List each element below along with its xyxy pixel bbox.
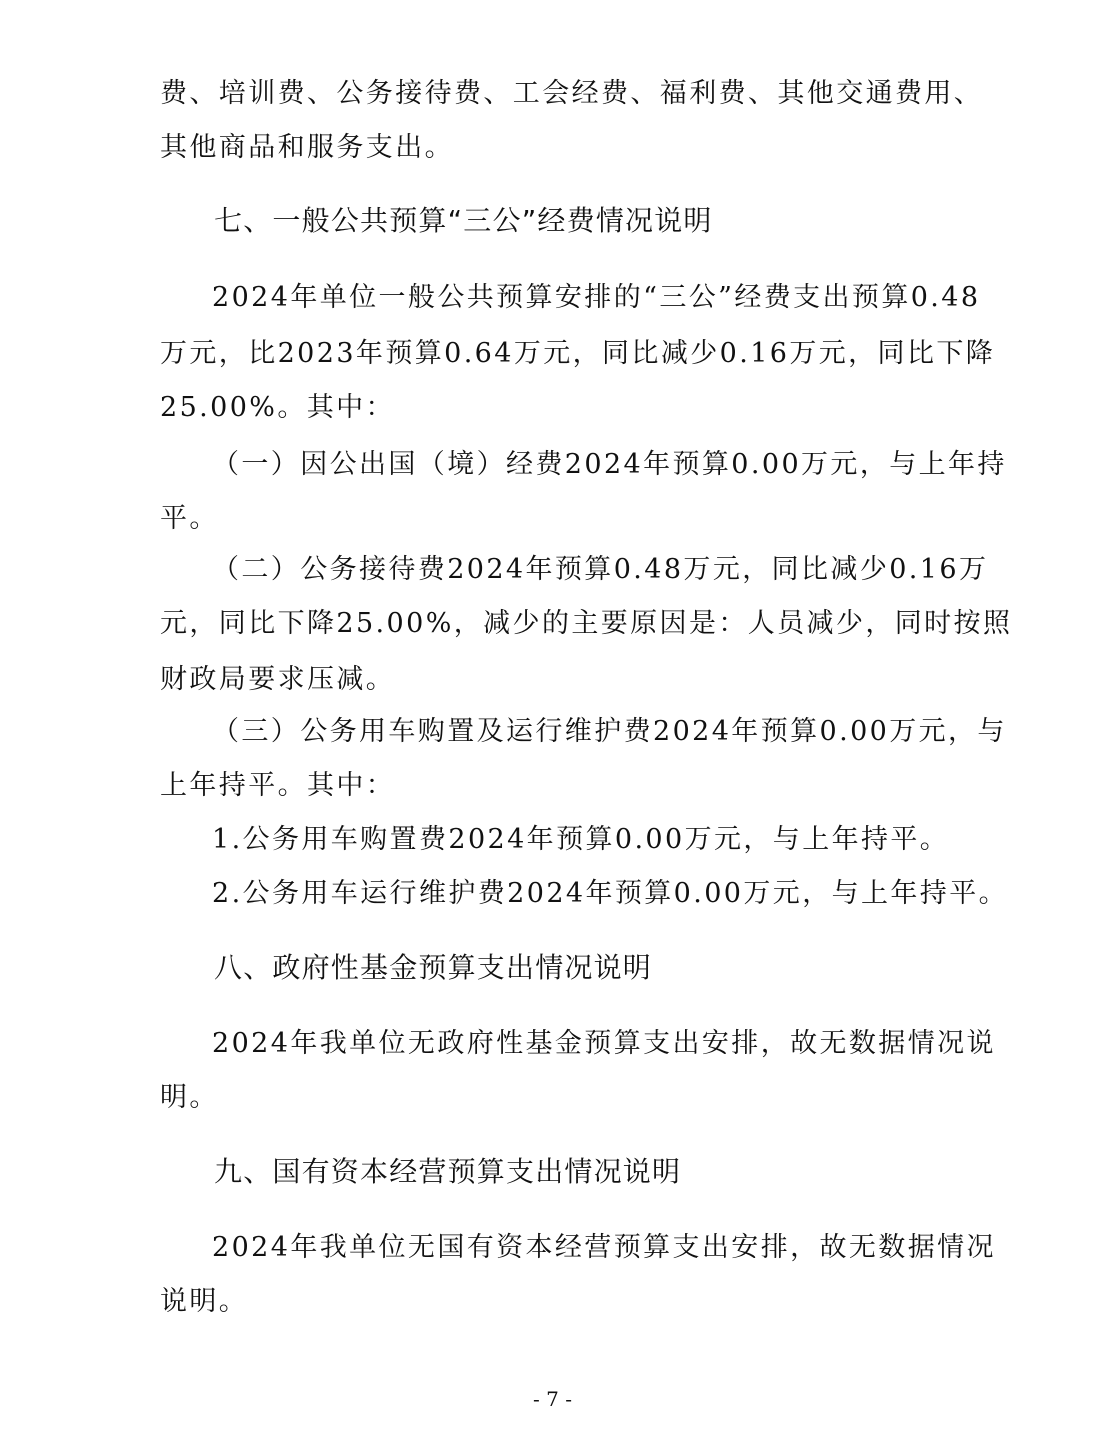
section-heading-9: 九、国有资本经营预算支出情况说明	[214, 1155, 682, 1188]
paragraph-line-11: （三）公务用车购置及运行维护费2024年预算0.00万元，与	[212, 716, 1007, 747]
paragraph-line-3: 2024年单位一般公共预算安排的“三公”经费支出预算0.48	[212, 282, 981, 313]
paragraph-line-13: 1.公务用车购置费2024年预算0.00万元，与上年持平。	[212, 824, 950, 855]
paragraph-line-1: 费、培训费、公务接待费、工会经费、福利费、其他交通费用、	[160, 78, 984, 109]
paragraph-line-5: 25.00%。其中：	[160, 392, 395, 423]
paragraph-line-10: 财政局要求压减。	[160, 664, 396, 695]
paragraph-line-18: 说明。	[160, 1286, 249, 1317]
paragraph-line-14: 2.公务用车运行维护费2024年预算0.00万元，与上年持平。	[212, 878, 1008, 909]
paragraph-line-8: （二）公务接待费2024年预算0.48万元，同比减少0.16万	[212, 554, 989, 585]
page-number: - 7 -	[533, 1387, 572, 1411]
paragraph-line-4: 万元，比2023年预算0.64万元，同比减少0.16万元，同比下降	[160, 338, 996, 369]
paragraph-line-7: 平。	[160, 503, 219, 534]
paragraph-line-6: （一）因公出国（境）经费2024年预算0.00万元，与上年持	[212, 449, 1007, 480]
section-heading-7: 七、一般公共预算“三公”经费情况说明	[214, 204, 713, 237]
paragraph-line-2: 其他商品和服务支出。	[160, 132, 454, 163]
paragraph-line-9: 元，同比下降25.00%，减少的主要原因是：人员减少，同时按照	[160, 608, 1013, 639]
paragraph-line-12: 上年持平。其中：	[160, 770, 396, 801]
paragraph-line-17: 2024年我单位无国有资本经营预算支出安排，故无数据情况	[212, 1232, 996, 1263]
paragraph-line-15: 2024年我单位无政府性基金预算支出安排，故无数据情况说	[212, 1028, 996, 1059]
section-heading-8: 八、政府性基金预算支出情况说明	[214, 951, 653, 984]
paragraph-line-16: 明。	[160, 1082, 219, 1113]
